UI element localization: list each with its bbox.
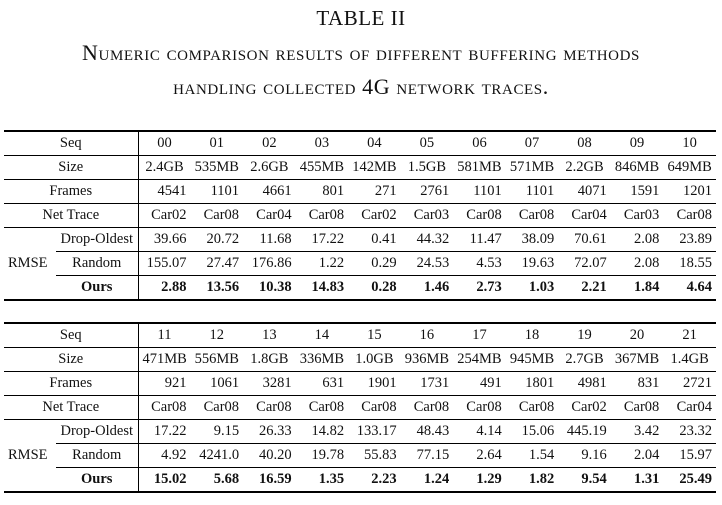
table-cell: 08 xyxy=(577,135,592,151)
table-cell: 1591 xyxy=(611,180,664,204)
row-seq xyxy=(4,323,716,348)
table-cell: Car08 xyxy=(191,396,244,420)
table-cell: Car03 xyxy=(401,204,454,228)
table-cell: 556MB xyxy=(191,348,244,372)
table-cell: 1.22 xyxy=(296,252,349,276)
row-label: Size xyxy=(4,156,138,180)
table-caption-line-2: handling collected 4G network traces. xyxy=(173,74,549,99)
table-cell: 9.15 xyxy=(191,420,244,444)
table-cell: 336MB xyxy=(296,348,349,372)
table-cell: 271 xyxy=(348,180,401,204)
table-caption-line-1: Numeric comparison results of different buffering methods xyxy=(82,40,640,65)
method-label: Random xyxy=(56,252,138,276)
table-cell: 571MB xyxy=(506,156,559,180)
table-cell: 4981 xyxy=(558,372,611,396)
table-cell: 2.08 xyxy=(611,228,664,252)
table-cell: 1.29 xyxy=(453,468,506,493)
table-cell: 921 xyxy=(138,372,191,396)
table-label: TABLE II xyxy=(316,6,406,30)
table-cell: 72.07 xyxy=(558,252,611,276)
table-cell: Car08 xyxy=(663,204,716,228)
table-cell: 15.97 xyxy=(663,444,716,468)
table-cell: 3281 xyxy=(243,372,296,396)
table-cell: 48.43 xyxy=(401,420,454,444)
group-label xyxy=(4,468,56,493)
table-cell: 1.31 xyxy=(611,468,664,493)
table-cell: Car08 xyxy=(453,396,506,420)
row-drop-oldest xyxy=(4,420,716,444)
table-cell: Car02 xyxy=(138,204,191,228)
table-cell: 4.14 xyxy=(453,420,506,444)
table-cell: 1801 xyxy=(506,372,559,396)
table-cell: 11 xyxy=(157,327,172,343)
row-size xyxy=(4,348,716,372)
table-cell: 2.4GB xyxy=(138,156,191,180)
table-cell: 9.16 xyxy=(558,444,611,468)
table-cell: 40.20 xyxy=(243,444,296,468)
table-cell: 07 xyxy=(524,135,540,151)
table-cell: 12 xyxy=(209,327,225,343)
table-cell: 2.08 xyxy=(611,252,664,276)
table-cell: Car08 xyxy=(138,396,191,420)
table-cell: 19 xyxy=(577,327,592,343)
table-cell: 2761 xyxy=(401,180,454,204)
table-cell: Car08 xyxy=(453,204,506,228)
table-cell: 936MB xyxy=(401,348,454,372)
table-cell: 06 xyxy=(472,135,487,151)
table-cell: 1.4GB xyxy=(663,348,716,372)
row-label: Seq xyxy=(4,323,138,348)
results-table-2 xyxy=(4,322,716,493)
table-cell: 1.0GB xyxy=(348,348,401,372)
table-cell: 4071 xyxy=(558,180,611,204)
row-drop-oldest xyxy=(4,228,716,252)
table-cell: 945MB xyxy=(506,348,559,372)
table-cell: Car08 xyxy=(401,396,454,420)
row-label: Frames xyxy=(4,180,138,204)
table-cell: 0.41 xyxy=(348,228,401,252)
table-cell: 01 xyxy=(209,135,225,151)
table-cell: 1101 xyxy=(191,180,244,204)
table-cell: 1.46 xyxy=(401,276,454,301)
table-cell: 2.64 xyxy=(453,444,506,468)
table-cell: 4241.0 xyxy=(191,444,244,468)
group-label xyxy=(4,420,56,444)
table-cell: 14 xyxy=(314,327,330,343)
table-cell: 4541 xyxy=(138,180,191,204)
table-cell: Car04 xyxy=(243,204,296,228)
table-cell: 27.47 xyxy=(191,252,244,276)
table-cell: 21 xyxy=(682,327,697,343)
table-cell: 3.42 xyxy=(611,420,664,444)
table-cell: 1.5GB xyxy=(401,156,454,180)
table-cell: 2.23 xyxy=(348,468,401,493)
table-cell: 471MB xyxy=(138,348,191,372)
table-cell: 2.73 xyxy=(453,276,506,301)
table-cell: Car08 xyxy=(348,396,401,420)
row-random xyxy=(4,252,716,276)
table-cell: 1101 xyxy=(506,180,559,204)
table-cell: 18 xyxy=(524,327,540,343)
table-cell: 155.07 xyxy=(138,252,191,276)
row-label: Net Trace xyxy=(4,204,138,228)
table-cell: 44.32 xyxy=(401,228,454,252)
table-cell: 4661 xyxy=(243,180,296,204)
table-cell: 1101 xyxy=(453,180,506,204)
table-cell: 03 xyxy=(314,135,330,151)
method-label: Random xyxy=(56,444,138,468)
method-label: Drop-Oldest xyxy=(56,228,138,252)
table-cell: Car02 xyxy=(558,396,611,420)
table-cell: 801 xyxy=(296,180,349,204)
table-cell: 455MB xyxy=(296,156,349,180)
table-cell: 09 xyxy=(629,135,645,151)
table-cell: Car08 xyxy=(191,204,244,228)
table-cell: 20.72 xyxy=(191,228,244,252)
table-cell: 2.7GB xyxy=(558,348,611,372)
table-cell: 1.8GB xyxy=(243,348,296,372)
table-cell: 04 xyxy=(367,135,382,151)
table-cell: 14.83 xyxy=(296,276,349,301)
table-cell: 2.21 xyxy=(558,276,611,301)
table-cell: Car04 xyxy=(558,204,611,228)
table-cell: 17.22 xyxy=(138,420,191,444)
table-cell: 4.53 xyxy=(453,252,506,276)
group-label xyxy=(4,276,56,301)
table-cell: 535MB xyxy=(191,156,244,180)
table-cell: 1.84 xyxy=(611,276,664,301)
row-seq xyxy=(4,131,716,156)
table-cell: 00 xyxy=(157,135,172,151)
table-cell: 1.82 xyxy=(506,468,559,493)
row-ours xyxy=(4,468,716,493)
table-cell: 16 xyxy=(419,327,435,343)
table-cell: 142MB xyxy=(348,156,401,180)
table-cell: 14.82 xyxy=(296,420,349,444)
table-cell: 1731 xyxy=(401,372,454,396)
table-cell: Car04 xyxy=(663,396,716,420)
table-cell: 1.35 xyxy=(296,468,349,493)
table-cell: 2.88 xyxy=(138,276,191,301)
row-ours xyxy=(4,276,716,301)
table-cell: 26.33 xyxy=(243,420,296,444)
row-label: Net Trace xyxy=(4,396,138,420)
table-cell: 70.61 xyxy=(558,228,611,252)
table-cell: 445.19 xyxy=(558,420,611,444)
table-cell: 11.47 xyxy=(453,228,506,252)
row-size xyxy=(4,156,716,180)
table-cell: 581MB xyxy=(453,156,506,180)
row-label: Seq xyxy=(4,131,138,156)
table-cell: 254MB xyxy=(453,348,506,372)
row-frames xyxy=(4,372,716,396)
table-cell: 20 xyxy=(629,327,645,343)
table-cell: Car08 xyxy=(243,396,296,420)
group-label: RMSE xyxy=(8,447,48,463)
table-cell: 176.86 xyxy=(243,252,296,276)
table-cell: 1901 xyxy=(348,372,401,396)
table-cell: 38.09 xyxy=(506,228,559,252)
table-cell: 17 xyxy=(472,327,487,343)
table-cell: 1.03 xyxy=(506,276,559,301)
method-label: Drop-Oldest xyxy=(56,420,138,444)
table-cell: 0.29 xyxy=(348,252,401,276)
table-cell: Car08 xyxy=(506,204,559,228)
table-cell: 15 xyxy=(367,327,382,343)
table-cell: 2721 xyxy=(663,372,716,396)
row-label: Frames xyxy=(4,372,138,396)
table-cell: 17.22 xyxy=(296,228,349,252)
table-cell: 1201 xyxy=(663,180,716,204)
group-label: RMSE xyxy=(8,255,48,271)
table-cell: 1.24 xyxy=(401,468,454,493)
group-label xyxy=(4,228,56,252)
table-cell: 491 xyxy=(453,372,506,396)
table-cell: Car08 xyxy=(296,396,349,420)
table-cell: Car03 xyxy=(611,204,664,228)
table-cell: 846MB xyxy=(611,156,664,180)
table-cell: 23.89 xyxy=(663,228,716,252)
table-cell: 1.54 xyxy=(506,444,559,468)
table-cell: 23.32 xyxy=(663,420,716,444)
table-cell: 19.63 xyxy=(506,252,559,276)
table-cell: Car08 xyxy=(296,204,349,228)
method-label: Ours xyxy=(56,468,138,493)
table-cell: 367MB xyxy=(611,348,664,372)
table-cell: 4.92 xyxy=(138,444,191,468)
table-cell: 13.56 xyxy=(191,276,244,301)
table-cell: 11.68 xyxy=(243,228,296,252)
table-cell: 55.83 xyxy=(348,444,401,468)
table-cell: 9.54 xyxy=(558,468,611,493)
row-random xyxy=(4,444,716,468)
table-cell: Car08 xyxy=(611,396,664,420)
row-net-trace xyxy=(4,204,716,228)
table-cell: 13 xyxy=(262,327,277,343)
table-cell: 16.59 xyxy=(243,468,296,493)
row-net-trace xyxy=(4,396,716,420)
table-cell: 631 xyxy=(296,372,349,396)
table-cell: 2.6GB xyxy=(243,156,296,180)
table-cell: Car08 xyxy=(506,396,559,420)
table-cell: 649MB xyxy=(663,156,716,180)
table-cell: 18.55 xyxy=(663,252,716,276)
table-cell: 15.02 xyxy=(138,468,191,493)
results-table-1 xyxy=(4,130,716,301)
table-cell: 1061 xyxy=(191,372,244,396)
table-cell: 0.28 xyxy=(348,276,401,301)
table-cell: 4.64 xyxy=(663,276,716,301)
table-cell: 02 xyxy=(262,135,277,151)
table-cell: 2.2GB xyxy=(558,156,611,180)
table-cell: 15.06 xyxy=(506,420,559,444)
table-cell: 831 xyxy=(611,372,664,396)
table-cell: 24.53 xyxy=(401,252,454,276)
table-cell: 10.38 xyxy=(243,276,296,301)
table-cell: 19.78 xyxy=(296,444,349,468)
table-cell: 2.04 xyxy=(611,444,664,468)
table-cell: 77.15 xyxy=(401,444,454,468)
row-label: Size xyxy=(4,348,138,372)
table-cell: 133.17 xyxy=(348,420,401,444)
table-cell: 5.68 xyxy=(191,468,244,493)
table-cell: 25.49 xyxy=(663,468,716,493)
table-cell: 10 xyxy=(682,135,697,151)
table-cell: 05 xyxy=(419,135,435,151)
table-cell: Car02 xyxy=(348,204,401,228)
row-frames xyxy=(4,180,716,204)
method-label: Ours xyxy=(56,276,138,301)
table-cell: 39.66 xyxy=(138,228,191,252)
